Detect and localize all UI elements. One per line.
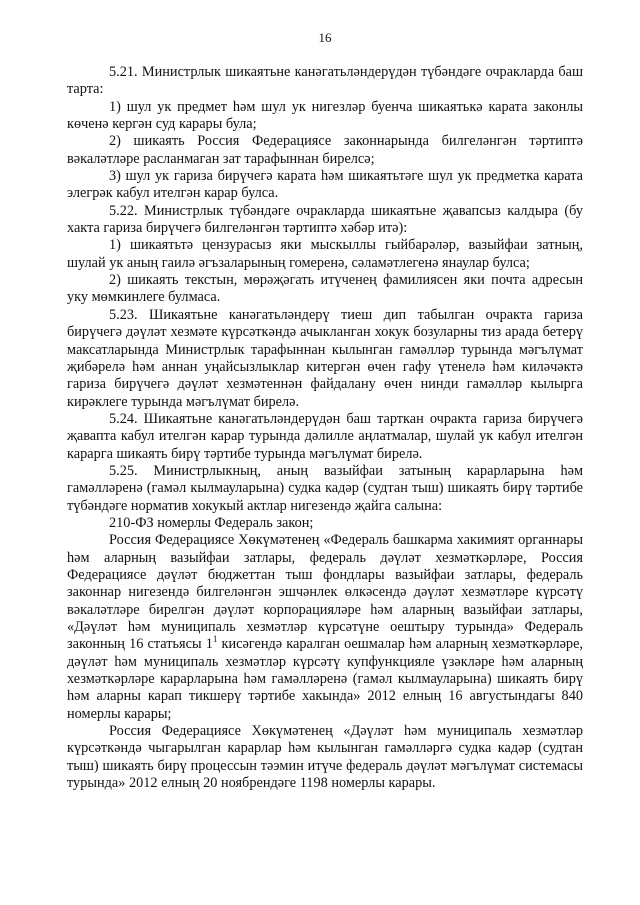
paragraph-5-21-item-1: 1) шул ук предмет һәм шул ук нигезләр буенча шикаятькә карата законлы көченә кергән суд карары була; [67, 98, 583, 133]
paragraph-decree-840 [67, 532, 583, 723]
paragraph-5-22: 5.22. Министрлык түбәндәге очракларда шикаятьне җавапсыз калдыра (бу хакта гариза бирүчегә билгеләнгән тәртиптә хәбәр итә): [67, 202, 583, 237]
paragraph-5-25: 5.25. Министрлыкның, аның вазыйфаи затының карарларына һәм гамәлләренә (гамәл кылмауларына) судка кадәр (судтан тыш) шикаять бирү тәртибе түбәндәге норматив хокукый актлар нигезендә җайга салына: [67, 462, 583, 514]
paragraph-law-210fz: 210-ФЗ номерлы Федераль закон; [109, 514, 314, 531]
paragraph-5-22-item-2: 2) шикаять текстын, мөрәҗәгать итүченең фамилиясен яки почта адресын уку мөмкинлеге булмаса. [67, 272, 583, 306]
superscript-marker: 1 [212, 634, 218, 645]
paragraph-decree-1198: Россия Федерациясе Хөкүмәтенең «Дәүләт һәм муниципаль хезмәтләр күрсәткәндә чыгарылган карарлар һәм кылынган гамәлләргә судка кадәр (судтан тыш) шикаять бирү процессын тәэмин итүче федераль дәүләт мәгълүмат системасы турында» 2012 елның 20 ноябрендәге 1198 номерлы карары. [67, 723, 583, 792]
paragraph-5-21-item-2: 2) шикаять Россия Федерациясе законнарында билгеләнгән тәртиптә вәкаләтләре расланмаган зат тарафыннан бирелсә; [67, 133, 583, 167]
paragraph-5-24: 5.24. Шикаятьне канәгатьләндерүдән баш тарткан очракта гариза бирүчегә җавапта кабул ителгән карар турында дәлилле аңлатмалар, шулай ук кабул ителгән карарга шикаять бирү тәртибе турында мәгълүмат бирелә. [67, 410, 583, 462]
page-number: 16 [318, 30, 332, 45]
decree-840-text-part-2: кисәгендә каралган оешмалар һәм аларның хезмәткәрләре, дәүләт һәм муниципаль хезмәтләр күрсәтү купфункцияле үзәкләре һәм аларның хезмәткәрләре карарларына һәм гамәлләренә (гамәл кылмауларына) шикаять бирү һәм аларны карап тикшерү тәртибе хакында» 2012 елның 16 августындагы 840 номерлы карары; [67, 636, 583, 722]
paragraph-5-21-item-3: 3) шул ук гариза бирүчегә карата һәм шикаятьтәге шул ук предметка карата элегрәк кабул ителгән карар булса. [67, 168, 583, 202]
paragraph-5-23: 5.23. Шикаятьне канәгатьләндерү тиеш дип табылган очракта гариза бирүчегә дәүләт хезмәте күрсәткәндә ачыкланган хокук бозуларны тиз арада бетерү максатларында Министрлык тарафыннан кылынган гамәлләр турында мәгълүмат җибәрелә һәм аннан уңайсызлыклар китергән өчен гафу үтенелә һәм киләчәктә гариза бирүчегә дәүләт хезмәтеннән файдалану өчен нинди гамәлләр кылырга кирәклеге турында мәгълүмат бирелә. [67, 306, 583, 410]
decree-840-text-part-1: Россия Федерациясе Хөкүмәтенең «Федераль башкарма хакимият органнары һәм аларның вазыйфаи затлары, федераль дәүләт хезмәткәрләре, Россия Федерациясе дәүләт бюджеттан тыш фондлары вазыйфаи затлары, федераль законнар нигезендә билгеләнгән эшчәнлек өлкәсендә дәүләт хезмәтләре күрсәтү вәкаләтләре бирелгән дәүләт корпорацияләре һәм аларның вазыйфаи затлары, «Дәүләт һәм муниципаль хезмәтләр күрсәтүне оештыру турында» Федераль законның 16 статьясы 1 [67, 532, 583, 653]
paragraph-5-22-item-1: 1) шикаятьтә цензурасыз яки мыскыллы гыйбарәләр, вазыйфаи затның, шулай ук аның гаилә әгъзаларының гомеренә, сәламәтлегенә янаулар булса; [67, 237, 583, 271]
paragraph-5-21: 5.21. Министрлык шикаятьне канәгатьләндерүдән түбәндәге очракларда баш тарта: [67, 64, 583, 98]
